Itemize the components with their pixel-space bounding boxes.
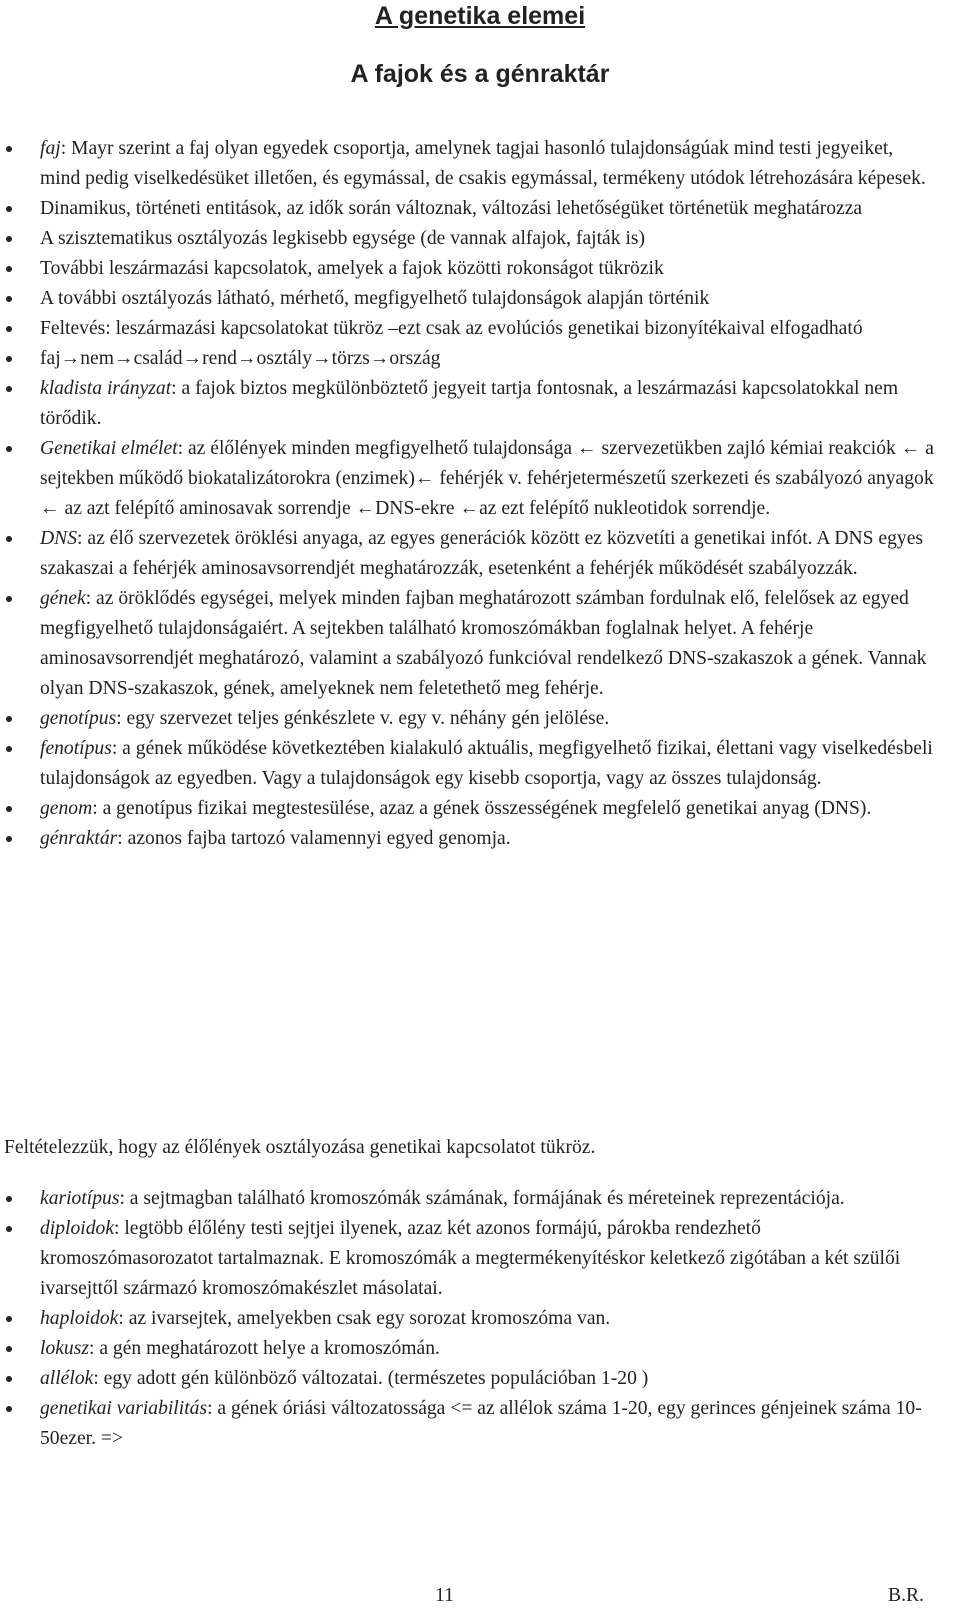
- definition-list-1: [0, 134, 935, 854]
- definition-text: : egy szervezet teljes génkészlete v. egy v. néhány gén jelölése.: [116, 708, 610, 729]
- definition-text: Dinamikus, történeti entitások, az idők során változnak, változási lehetőségüket történetük meghatározza: [40, 198, 863, 219]
- definition-text: : legtöbb élőlény testi sejtjei ilyenek, azaz két azonos formájú, párokba rendezhető kromoszómasorozatot tartalmaznak. E kromoszómák a megtermékenyítéskor keletkező zigótában a két szülői ivarsejttől származó kromoszómakészlet másolatai.: [40, 1218, 901, 1299]
- list-item: [0, 434, 935, 524]
- term: kladista irányzat: [40, 378, 172, 399]
- list-item: [0, 1364, 935, 1394]
- term: Genetikai elmélet: [40, 438, 178, 459]
- term: kariotípus: [40, 1188, 120, 1209]
- term: allélok: [40, 1368, 94, 1389]
- list-item: [0, 524, 935, 584]
- term: gének: [40, 588, 86, 609]
- list-item: [0, 1184, 935, 1214]
- definition-text: A szisztematikus osztályozás legkisebb egysége (de vannak alfajok, fajták is): [40, 228, 646, 249]
- term: haploidok: [40, 1308, 119, 1329]
- list-item: [0, 1334, 935, 1364]
- definition-text: : egy adott gén különböző változatai. (természetes populációban 1-20 ): [93, 1368, 649, 1389]
- definition-text: : a genotípus fizikai megtestesülése, azaz a gének összességének megfelelő genetikai anyag (DNS).: [92, 798, 872, 819]
- term: genetikai variabilitás: [40, 1398, 208, 1419]
- list-item: [0, 194, 935, 224]
- list-item: [0, 344, 935, 374]
- definition-list-2: [0, 1184, 935, 1454]
- definition-text: : a gén meghatározott helye a kromoszómán.: [88, 1338, 440, 1359]
- definition-text: : az élőlények minden megfigyelhető tulajdonsága ← szervezetükben zajló kémiai reakciók ← a sejtekben működő biokatalizátorokra (enzimek)← fehérjék v. fehérjetermészetű szerkezeti és szabályozó anyagok ← az azt felépítő aminosavak sorrendje ←DNS-ekre ←az ezt felépítő nukleotidok sorrendje.: [40, 438, 934, 519]
- statement-text: Feltételezzük, hogy az élőlények osztályozása genetikai kapcsolatot tükröz.: [4, 1137, 596, 1158]
- term: diploidok: [40, 1218, 115, 1239]
- page-number: 11: [435, 1585, 454, 1606]
- definition-text: : a fajok biztos megkülönböztető jegyeit tartja fontosnak, a leszármazási kapcsolatokkal nem törődik.: [40, 378, 899, 429]
- definition-text: Feltevés: leszármazási kapcsolatokat tükröz –ezt csak az evolúciós genetikai bizonyítékaival elfogadható: [40, 318, 863, 339]
- term: genom: [40, 798, 93, 819]
- definition-text: : azonos fajba tartozó valamennyi egyed genomja.: [117, 828, 511, 849]
- definition-text: : a sejtmagban található kromoszómák számának, formájának és méreteinek reprezentációja.: [119, 1188, 845, 1209]
- list-item: [0, 314, 935, 344]
- definition-text: További leszármazási kapcsolatok, amelyek a fajok közötti rokonságot tükrözik: [40, 258, 664, 279]
- list-item: [0, 704, 935, 734]
- definition-text: : a gének működése következtében kialakuló aktuális, megfigyelhető fizikai, élettani vagy viselkedésbeli tulajdonságok az egyedben. Vagy a tulajdonságok egy kisebb csoportja, vagy az összes tulajdonság.: [40, 738, 933, 789]
- term: fenotípus: [40, 738, 112, 759]
- list-item: [0, 1394, 935, 1454]
- term: genotípus: [40, 708, 117, 729]
- page-title: A genetika elemei: [374, 2, 586, 30]
- definition-text: : a gének óriási változatossága <= az allélok száma 1-20, egy gerinces génjeinek száma 10-50ezer. =>: [40, 1398, 922, 1449]
- list-item: [0, 794, 935, 824]
- list-item: [0, 374, 935, 434]
- list-item: [0, 1304, 935, 1334]
- definition-text: : az ivarsejtek, amelyekben csak egy sorozat kromoszóma van.: [118, 1308, 611, 1329]
- list-item: [0, 824, 935, 854]
- term: génraktár: [40, 828, 118, 849]
- definition-text: : Mayr szerint a faj olyan egyedek csoportja, amelynek tagjai hasonló tulajdonságúak mind testi jegyeiket, mind pedig viselkedésüket illetően, és egymással, de csakis egymással, termékeny utódok létrehozására képesek.: [40, 138, 926, 189]
- list-item: [0, 584, 935, 704]
- list-item: [0, 1214, 935, 1304]
- term: lokusz: [40, 1338, 89, 1359]
- list-item: [0, 734, 935, 794]
- page-subtitle: A fajok és a génraktár: [350, 60, 610, 88]
- list-item: [0, 254, 935, 284]
- term: faj: [40, 138, 61, 159]
- list-item: [0, 284, 935, 314]
- author-initials: B.R.: [888, 1585, 924, 1606]
- list-item: [0, 134, 935, 194]
- definition-text: : az élő szervezetek öröklési anyaga, az egyes generációk között ez közvetíti a genetikai infót. A DNS egyes szakaszai a fehérjék aminosavsorrendjét meghatározzák, esetenként a fehérjék működését szabályozzák.: [40, 528, 924, 579]
- term: DNS: [40, 528, 78, 549]
- list-item: [0, 224, 935, 254]
- definition-text: faj→nem→család→rend→osztály→törzs→ország: [40, 348, 441, 369]
- definition-text: A további osztályozás látható, mérhető, megfigyelhető tulajdonságok alapján történik: [40, 288, 710, 309]
- definition-text: : az öröklődés egységei, melyek minden fajban meghatározott számban fordulnak elő, felelősek az egyed megfigyelhető tulajdonságaiért. A sejtekben található kromoszómákban foglalnak helyet. A fehérje aminosavsorrendjét meghatározó, valamint a szabályozó funkcióval rendelkező DNS-szakaszok a gének. Vannak olyan DNS-szakaszok, gének, amelyeknek nem feletethető meg fehérje.: [40, 588, 927, 699]
